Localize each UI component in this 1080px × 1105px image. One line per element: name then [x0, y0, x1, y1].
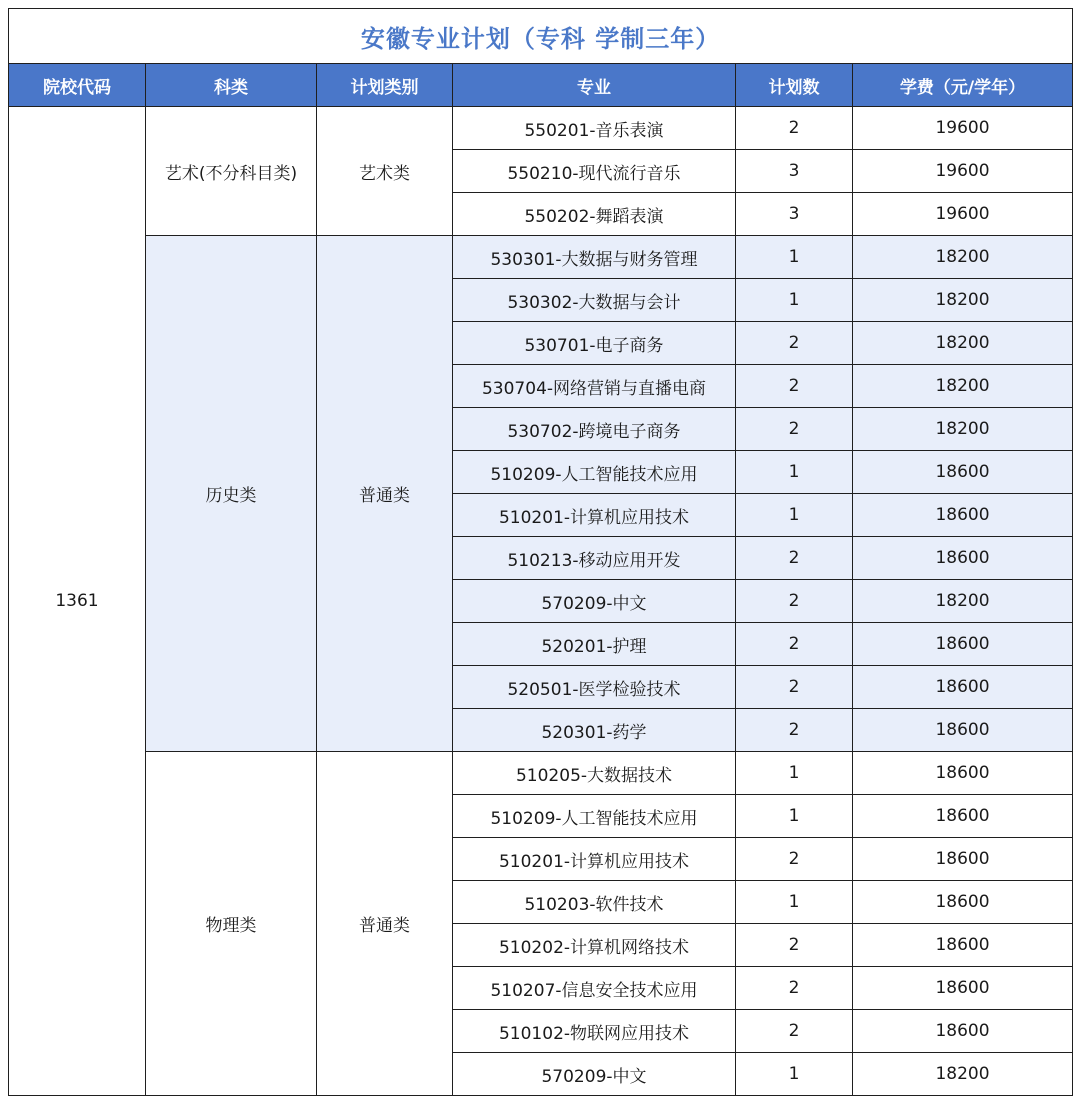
major-cell: 530704-网络营销与直播电商 — [453, 365, 736, 408]
plan-count-cell: 2 — [736, 537, 853, 580]
major-cell: 510209-人工智能技术应用 — [453, 451, 736, 494]
tuition-cell: 18600 — [853, 666, 1073, 709]
tuition-cell: 18600 — [853, 838, 1073, 881]
major-cell: 510202-计算机网络技术 — [453, 924, 736, 967]
plan-count-cell: 1 — [736, 795, 853, 838]
major-cell: 550202-舞蹈表演 — [453, 193, 736, 236]
table-title: 安徽专业计划（专科 学制三年） — [9, 9, 1073, 64]
plan-count-cell: 1 — [736, 451, 853, 494]
major-cell: 570209-中文 — [453, 580, 736, 623]
major-cell: 570209-中文 — [453, 1053, 736, 1096]
tuition-cell: 18200 — [853, 408, 1073, 451]
major-cell: 510201-计算机应用技术 — [453, 494, 736, 537]
major-cell: 510207-信息安全技术应用 — [453, 967, 736, 1010]
major-cell: 510213-移动应用开发 — [453, 537, 736, 580]
header-subject: 科类 — [146, 64, 317, 107]
plan-count-cell: 2 — [736, 322, 853, 365]
tuition-cell: 19600 — [853, 193, 1073, 236]
plan-count-cell: 2 — [736, 1010, 853, 1053]
subject-cell: 物理类 — [146, 752, 317, 1096]
tuition-cell: 18200 — [853, 236, 1073, 279]
tuition-cell: 18600 — [853, 967, 1073, 1010]
plan-count-cell: 2 — [736, 365, 853, 408]
plan-document — [8, 8, 1072, 1096]
major-cell: 530702-跨境电子商务 — [453, 408, 736, 451]
plan-count-cell: 2 — [736, 666, 853, 709]
tuition-cell: 18200 — [853, 365, 1073, 408]
header-major: 专业 — [453, 64, 736, 107]
plan-count-cell: 1 — [736, 236, 853, 279]
major-cell: 510203-软件技术 — [453, 881, 736, 924]
plan-count-cell: 2 — [736, 107, 853, 150]
tuition-cell: 18600 — [853, 494, 1073, 537]
plan-category-cell: 普通类 — [317, 752, 453, 1096]
major-cell: 520501-医学检验技术 — [453, 666, 736, 709]
tuition-cell: 18600 — [853, 881, 1073, 924]
tuition-cell: 18600 — [853, 623, 1073, 666]
plan-table — [8, 8, 1073, 1096]
plan-count-cell: 2 — [736, 623, 853, 666]
tuition-cell: 18200 — [853, 580, 1073, 623]
tuition-cell: 18600 — [853, 1010, 1073, 1053]
plan-count-cell: 2 — [736, 709, 853, 752]
plan-category-cell: 艺术类 — [317, 107, 453, 236]
plan-count-cell: 2 — [736, 924, 853, 967]
header-plan-count: 计划数 — [736, 64, 853, 107]
plan-count-cell: 1 — [736, 881, 853, 924]
tuition-cell: 19600 — [853, 150, 1073, 193]
tuition-cell: 18600 — [853, 752, 1073, 795]
plan-category-cell: 普通类 — [317, 236, 453, 752]
tuition-cell: 18200 — [853, 322, 1073, 365]
subject-cell: 历史类 — [146, 236, 317, 752]
tuition-cell: 18200 — [853, 1053, 1073, 1096]
table-row — [9, 236, 1073, 279]
table-row — [9, 752, 1073, 795]
major-cell: 520301-药学 — [453, 709, 736, 752]
plan-count-cell: 3 — [736, 193, 853, 236]
tuition-cell: 18600 — [853, 924, 1073, 967]
major-cell: 530301-大数据与财务管理 — [453, 236, 736, 279]
table-body — [9, 107, 1073, 1096]
header-row — [9, 64, 1073, 107]
header-plan-category: 计划类别 — [317, 64, 453, 107]
tuition-cell: 18600 — [853, 451, 1073, 494]
major-cell: 510209-人工智能技术应用 — [453, 795, 736, 838]
major-cell: 550210-现代流行音乐 — [453, 150, 736, 193]
header-tuition: 学费（元/学年） — [853, 64, 1073, 107]
plan-count-cell: 1 — [736, 752, 853, 795]
tuition-cell: 18600 — [853, 537, 1073, 580]
major-cell: 510205-大数据技术 — [453, 752, 736, 795]
major-cell: 510102-物联网应用技术 — [453, 1010, 736, 1053]
tuition-cell: 18600 — [853, 709, 1073, 752]
table-row — [9, 107, 1073, 150]
tuition-cell: 18600 — [853, 795, 1073, 838]
tuition-cell: 18200 — [853, 279, 1073, 322]
major-cell: 550201-音乐表演 — [453, 107, 736, 150]
major-cell: 530701-电子商务 — [453, 322, 736, 365]
major-cell: 520201-护理 — [453, 623, 736, 666]
header-school-code: 院校代码 — [9, 64, 146, 107]
plan-count-cell: 2 — [736, 967, 853, 1010]
subject-cell: 艺术(不分科目类) — [146, 107, 317, 236]
plan-count-cell: 2 — [736, 408, 853, 451]
school-code-cell: 1361 — [9, 107, 146, 1096]
tuition-cell: 19600 — [853, 107, 1073, 150]
plan-count-cell: 3 — [736, 150, 853, 193]
major-cell: 530302-大数据与会计 — [453, 279, 736, 322]
major-cell: 510201-计算机应用技术 — [453, 838, 736, 881]
plan-count-cell: 1 — [736, 494, 853, 537]
plan-count-cell: 1 — [736, 279, 853, 322]
plan-count-cell: 2 — [736, 580, 853, 623]
plan-count-cell: 2 — [736, 838, 853, 881]
plan-count-cell: 1 — [736, 1053, 853, 1096]
